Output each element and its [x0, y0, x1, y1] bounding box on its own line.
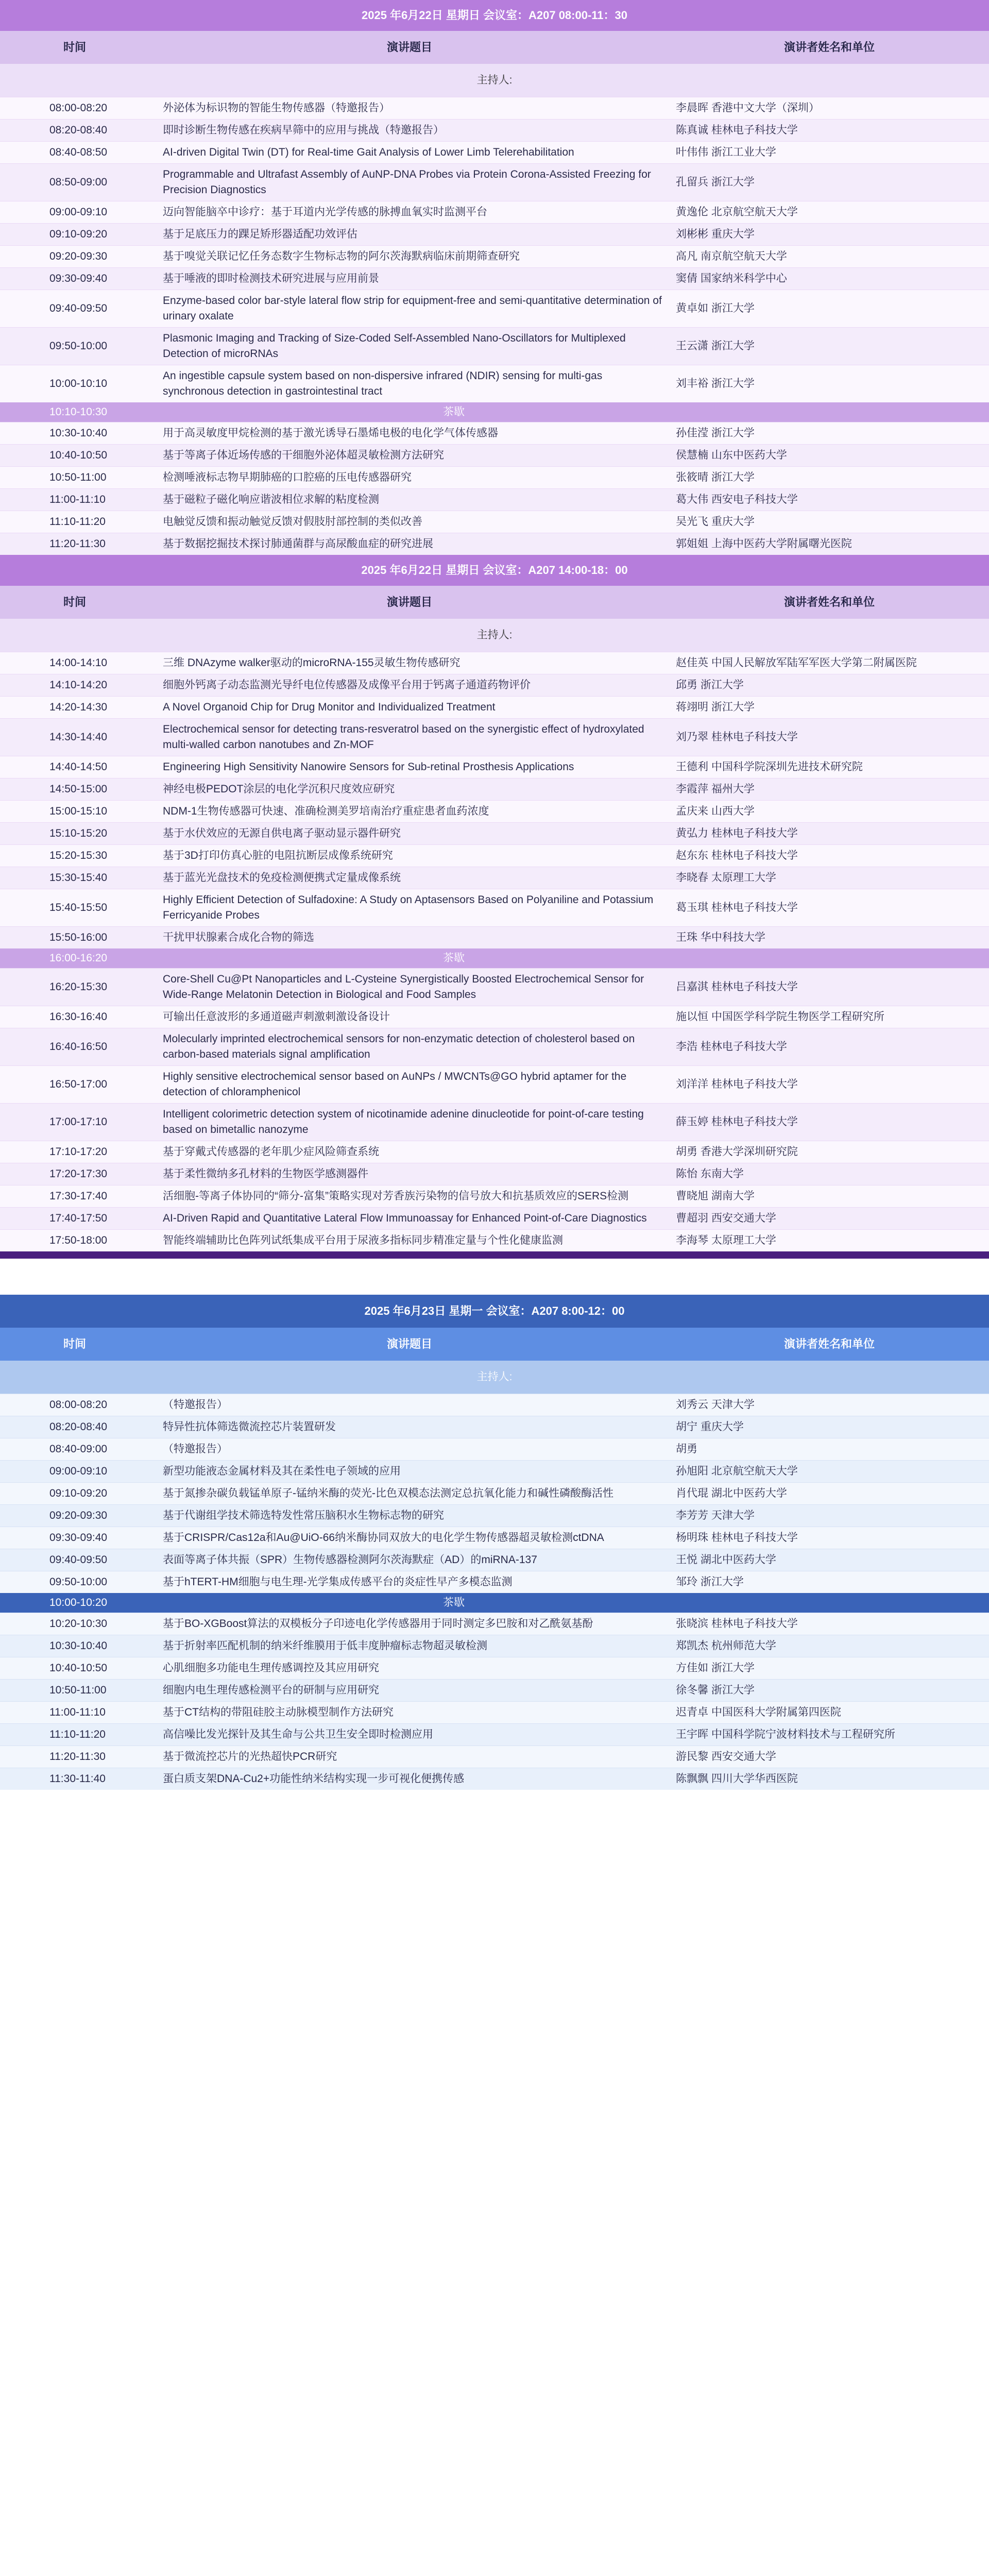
speaker-cell: 薛玉婷 桂林电子科技大学: [670, 1104, 989, 1141]
session-banner: 2025 年6月23日 星期一 会议室：A207 8:00-12：00: [0, 1295, 989, 1328]
title-cell: 基于水伏效应的无源自供电离子驱动显示器件研究: [149, 823, 670, 845]
schedule-row: [0, 511, 989, 533]
schedule-row: [0, 969, 989, 1006]
time-cell: 16:30-16:40: [0, 1006, 149, 1028]
schedule-row: [0, 1702, 989, 1724]
schedule-row: [0, 445, 989, 467]
speaker-cell: 张晓滨 桂林电子科技大学: [670, 1613, 989, 1635]
schedule-row: [0, 1680, 989, 1702]
speaker-cell: 胡勇 香港大学深圳研究院: [670, 1141, 989, 1163]
schedule-row: [0, 927, 989, 949]
speaker-cell: 李浩 桂林电子科技大学: [670, 1028, 989, 1066]
schedule-row: [0, 1416, 989, 1438]
time-cell: 11:20-11:30: [0, 533, 149, 555]
time-cell: 15:10-15:20: [0, 823, 149, 845]
time-cell: 14:50-15:00: [0, 778, 149, 801]
time-cell: 14:20-14:30: [0, 697, 149, 719]
time-cell: 10:40-10:50: [0, 445, 149, 467]
speaker-cell: 孙旭阳 北京航空航天大学: [670, 1461, 989, 1483]
title-cell: 用于高灵敏度甲烷检测的基于激光诱导石墨烯电极的电化学气体传感器: [149, 422, 670, 445]
time-cell: 09:10-09:20: [0, 1483, 149, 1505]
time-cell: 15:20-15:30: [0, 845, 149, 867]
speaker-cell: 蒋翊明 浙江大学: [670, 697, 989, 719]
speaker-cell: 游民黎 西安交通大学: [670, 1746, 989, 1768]
schedule-row: [0, 1208, 989, 1230]
title-cell: 表面等离子体共振（SPR）生物传感器检测阿尔茨海默症（AD）的miRNA-137: [149, 1549, 670, 1571]
schedule-row: [0, 1746, 989, 1768]
schedule-row: [0, 328, 989, 365]
schedule-row: [0, 1141, 989, 1163]
title-cell: 基于蓝光光盘技术的免疫检测便携式定量成像系统: [149, 867, 670, 889]
schedule-row: [0, 1230, 989, 1252]
title-cell: 基于磁粒子磁化响应谐波相位求解的粘度检测: [149, 489, 670, 511]
title-cell: NDM-1生物传感器可快速、准确检测美罗培南治疗重症患者血药浓度: [149, 801, 670, 823]
host-row: 主持人:: [0, 619, 989, 652]
title-cell: 基于BO-XGBoost算法的双模板分子印迹电化学传感器用于同时测定多巴胺和对乙酰氨基酚: [149, 1613, 670, 1635]
schedule-row: [0, 467, 989, 489]
time-cell: 16:50-17:00: [0, 1066, 149, 1104]
schedule-row: [0, 823, 989, 845]
speaker-cell: 葛玉琪 桂林电子科技大学: [670, 889, 989, 927]
title-cell: 基于足底压力的踝足矫形器适配功效评估: [149, 224, 670, 246]
schedule-row: [0, 889, 989, 927]
title-cell: 基于CRISPR/Cas12a和Au@UiO-66纳米酶协同双放大的电化学生物传感器超灵敏检测ctDNA: [149, 1527, 670, 1549]
title-cell: Programmable and Ultrafast Assembly of AuNP-DNA Probes via Protein Corona-Assisted Freezing for Precision Diagnostics: [149, 164, 670, 201]
time-cell: 10:30-10:40: [0, 422, 149, 445]
title-cell: 基于CT结构的带阻硅胶主动脉模型制作方法研究: [149, 1702, 670, 1724]
title-cell: 新型功能液态金属材料及其在柔性电子领域的应用: [149, 1461, 670, 1483]
speaker-cell: 刘丰裕 浙江大学: [670, 365, 989, 403]
speaker-cell: 胡勇: [670, 1438, 989, 1461]
speaker-cell: 郭姐姐 上海中医药大学附属曙光医院: [670, 533, 989, 555]
schedule-row: [0, 1438, 989, 1461]
title-cell: 基于代谢组学技术筛选特发性常压脑积水生物标志物的研究: [149, 1505, 670, 1527]
title-cell: 基于等离子体近场传感的干细胞外泌体超灵敏检测方法研究: [149, 445, 670, 467]
title-cell: 基于柔性微纳多孔材料的生物医学感测器件: [149, 1163, 670, 1185]
time-cell: 09:10-09:20: [0, 224, 149, 246]
title-cell: Electrochemical sensor for detecting trans-resveratrol based on the synergistic effect of hydroxylated multi-walled carbon nanotubes and Zn-MOF: [149, 719, 670, 756]
speaker-cell: 王悦 湖北中医药大学: [670, 1549, 989, 1571]
title-cell: 外泌体为标识物的智能生物传感器（特邀报告）: [149, 97, 670, 120]
speaker-cell: 刘乃翠 桂林电子科技大学: [670, 719, 989, 756]
time-cell: 10:50-11:00: [0, 467, 149, 489]
schedule-row: [0, 1768, 989, 1790]
schedule-row: [0, 1483, 989, 1505]
time-cell: 15:30-15:40: [0, 867, 149, 889]
time-cell: 15:00-15:10: [0, 801, 149, 823]
time-cell: 08:50-09:00: [0, 164, 149, 201]
schedule-row: [0, 268, 989, 290]
schedule-row: [0, 489, 989, 511]
title-cell: 细胞内电生理传感检测平台的研制与应用研究: [149, 1680, 670, 1702]
schedule-row: [0, 1163, 989, 1185]
schedule-row: [0, 224, 989, 246]
title-cell: 基于嗅觉关联记忆任务态数字生物标志物的阿尔茨海默病临床前期筛查研究: [149, 246, 670, 268]
title-cell: 基于折射率匹配机制的纳米纤维膜用于低丰度肿瘤标志物超灵敏检测: [149, 1635, 670, 1657]
speaker-cell: 陈怡 东南大学: [670, 1163, 989, 1185]
title-cell: 基于氮掺杂碳负载锰单原子-锰纳米酶的荧光-比色双模态法测定总抗氧化能力和碱性磷酸酶活性: [149, 1483, 670, 1505]
time-cell: 11:20-11:30: [0, 1746, 149, 1768]
host-row: 主持人:: [0, 1361, 989, 1394]
title-cell: 基于微流控芯片的光热超快PCR研究: [149, 1746, 670, 1768]
speaker-cell: 王珠 华中科技大学: [670, 927, 989, 949]
speaker-cell: 刘秀云 天津大学: [670, 1394, 989, 1416]
schedule-row: [0, 1028, 989, 1066]
title-cell: （特邀报告）: [149, 1394, 670, 1416]
schedule-row: [0, 756, 989, 778]
time-cell: 09:20-09:30: [0, 246, 149, 268]
column-header-title: 演讲题目: [149, 31, 670, 64]
schedule-row: [0, 652, 989, 674]
time-cell: 17:50-18:00: [0, 1230, 149, 1252]
schedule-row: [0, 1657, 989, 1680]
column-header-time: 时间: [0, 31, 149, 64]
host-row: 主持人:: [0, 64, 989, 97]
speaker-cell: 王宇晖 中国科学院宁波材料技术与工程研究所: [670, 1724, 989, 1746]
title-cell: Enzyme-based color bar-style lateral flow strip for equipment-free and semi-quantitative determination of urinary oxalate: [149, 290, 670, 328]
speaker-cell: 李晓春 太原理工大学: [670, 867, 989, 889]
schedule-row: [0, 1394, 989, 1416]
title-cell: 高信噪比发光探针及其生命与公共卫生安全即时检测应用: [149, 1724, 670, 1746]
column-header-speaker: 演讲者姓名和单位: [670, 1328, 989, 1361]
title-cell: Plasmonic Imaging and Tracking of Size-Coded Self-Assembled Nano-Oscillators for Multiplexed Detection of microRNAs: [149, 328, 670, 365]
speaker-cell: 赵东东 桂林电子科技大学: [670, 845, 989, 867]
section-gap: [0, 1259, 989, 1295]
speaker-cell: 李霞萍 福州大学: [670, 778, 989, 801]
schedule-row: [0, 290, 989, 328]
schedule-row: [0, 1527, 989, 1549]
speaker-cell: 李海琴 太原理工大学: [670, 1230, 989, 1252]
time-cell: 09:30-09:40: [0, 1527, 149, 1549]
time-cell: 15:50-16:00: [0, 927, 149, 949]
speaker-cell: 李芳芳 天津大学: [670, 1505, 989, 1527]
session-banner: 2025 年6月22日 星期日 会议室：A207 14:00-18：00: [0, 555, 989, 586]
schedule-row: [0, 778, 989, 801]
speaker-cell: 孙佳滢 浙江大学: [670, 422, 989, 445]
schedule-row: [0, 1104, 989, 1141]
speaker-cell: 曹超羽 西安交通大学: [670, 1208, 989, 1230]
title-cell: Highly sensitive electrochemical sensor based on AuNPs / MWCNTs@GO hybrid aptamer for the detection of chloramphenicol: [149, 1066, 670, 1104]
title-cell: 心肌细胞多功能电生理传感调控及其应用研究: [149, 1657, 670, 1680]
title-cell: 细胞外钙离子动态监测光导纤电位传感器及成像平台用于钙离子通道药物评价: [149, 674, 670, 697]
break-time: 10:10-10:30: [49, 406, 108, 418]
speaker-cell: 杨明珠 桂林电子科技大学: [670, 1527, 989, 1549]
title-cell: 神经电极PEDOT涂层的电化学沉积尺度效应研究: [149, 778, 670, 801]
time-cell: 08:00-08:20: [0, 1394, 149, 1416]
title-cell: （特邀报告）: [149, 1438, 670, 1461]
title-cell: Intelligent colorimetric detection system of nicotinamide adenine dinucleotide for point-of-care testing based on bimetallic nanozyme: [149, 1104, 670, 1141]
break-time: 16:00-16:20: [49, 952, 108, 964]
speaker-cell: 邹玲 浙江大学: [670, 1571, 989, 1594]
time-cell: 10:40-10:50: [0, 1657, 149, 1680]
title-cell: 即时诊断生物传感在疾病早筛中的应用与挑战（特邀报告）: [149, 120, 670, 142]
break-row: [0, 1593, 989, 1613]
title-cell: 三维 DNAzyme walker驱动的microRNA-155灵敏生物传感研究: [149, 652, 670, 674]
schedule-row: [0, 201, 989, 224]
speaker-cell: 黄弘力 桂林电子科技大学: [670, 823, 989, 845]
speaker-cell: 吴光飞 重庆大学: [670, 511, 989, 533]
schedule-row: [0, 1724, 989, 1746]
time-cell: 17:20-17:30: [0, 1163, 149, 1185]
time-cell: 14:40-14:50: [0, 756, 149, 778]
schedule-row: [0, 1461, 989, 1483]
time-cell: 14:10-14:20: [0, 674, 149, 697]
title-cell: 基于穿戴式传感器的老年肌少症风险筛查系统: [149, 1141, 670, 1163]
time-cell: 15:40-15:50: [0, 889, 149, 927]
title-cell: A Novel Organoid Chip for Drug Monitor and Individualized Treatment: [149, 697, 670, 719]
time-cell: 08:40-08:50: [0, 142, 149, 164]
schedule-row: [0, 422, 989, 445]
break-label: 茶歇: [443, 406, 465, 418]
schedule-row: [0, 1549, 989, 1571]
time-cell: 08:40-09:00: [0, 1438, 149, 1461]
speaker-cell: 迟青卓 中国医科大学附属第四医院: [670, 1702, 989, 1724]
schedule-row: [0, 365, 989, 403]
schedule-row: [0, 120, 989, 142]
speaker-cell: 肖代琨 湖北中医药大学: [670, 1483, 989, 1505]
time-cell: 10:50-11:00: [0, 1680, 149, 1702]
title-cell: 蛋白质支架DNA-Cu2+功能性纳米结构实现一步可视化便携传感: [149, 1768, 670, 1790]
schedule-row: [0, 142, 989, 164]
speaker-cell: 王德利 中国科学院深圳先进技术研究院: [670, 756, 989, 778]
schedule-row: [0, 97, 989, 120]
speaker-cell: 曹晓旭 湖南大学: [670, 1185, 989, 1208]
schedule-row: [0, 845, 989, 867]
title-cell: AI-Driven Rapid and Quantitative Lateral Flow Immunoassay for Enhanced Point-of-Care Diagnostics: [149, 1208, 670, 1230]
time-cell: 09:00-09:10: [0, 201, 149, 224]
column-header-title: 演讲题目: [149, 586, 670, 619]
time-cell: 10:30-10:40: [0, 1635, 149, 1657]
title-cell: An ingestible capsule system based on non-dispersive infrared (NDIR) sensing for multi-gas synchronous detection in gastrointestinal tract: [149, 365, 670, 403]
schedule-row: [0, 1613, 989, 1635]
title-cell: 可输出任意波形的多通道磁声刺激刺激设备设计: [149, 1006, 670, 1028]
title-cell: 基于hTERT-HM细胞与电生理-光学集成传感平台的炎症性早产多模态监测: [149, 1571, 670, 1594]
speaker-cell: 刘彬彬 重庆大学: [670, 224, 989, 246]
speaker-cell: 叶伟伟 浙江工业大学: [670, 142, 989, 164]
schedule-row: [0, 867, 989, 889]
session-banner: 2025 年6月22日 星期日 会议室：A207 08:00-11：30: [0, 0, 989, 31]
time-cell: 09:00-09:10: [0, 1461, 149, 1483]
schedule-row: [0, 801, 989, 823]
title-cell: 检测唾液标志物早期肺癌的口腔癌的压电传感器研究: [149, 467, 670, 489]
time-cell: 11:10-11:20: [0, 1724, 149, 1746]
title-cell: Engineering High Sensitivity Nanowire Sensors for Sub-retinal Prosthesis Applications: [149, 756, 670, 778]
time-cell: 09:40-09:50: [0, 1549, 149, 1571]
session-table-2: [0, 555, 989, 1251]
schedule-row: [0, 1006, 989, 1028]
schedule-row: [0, 533, 989, 555]
schedule-row: [0, 697, 989, 719]
column-header-title: 演讲题目: [149, 1328, 670, 1361]
time-cell: 11:00-11:10: [0, 489, 149, 511]
time-cell: 11:00-11:10: [0, 1702, 149, 1724]
speaker-cell: 黄逸伦 北京航空航天大学: [670, 201, 989, 224]
speaker-cell: 张筱晴 浙江大学: [670, 467, 989, 489]
time-cell: 16:20-15:30: [0, 969, 149, 1006]
column-header-time: 时间: [0, 1328, 149, 1361]
time-cell: 08:20-08:40: [0, 120, 149, 142]
title-cell: 智能终端辅助比色阵列试纸集成平台用于尿液多指标同步精准定量与个性化健康监测: [149, 1230, 670, 1252]
title-cell: 基于3D打印仿真心脏的电阻抗断层成像系统研究: [149, 845, 670, 867]
time-cell: 17:30-17:40: [0, 1185, 149, 1208]
time-cell: 14:30-14:40: [0, 719, 149, 756]
time-cell: 11:30-11:40: [0, 1768, 149, 1790]
break-row: [0, 402, 989, 422]
title-cell: 基于数据挖掘技术探讨肺通菌群与高尿酸血症的研究进展: [149, 533, 670, 555]
section-divider: [0, 1251, 989, 1259]
speaker-cell: 施以恒 中国医学科学院生物医学工程研究所: [670, 1006, 989, 1028]
title-cell: 活细胞-等离子体协同的“筛分-富集”策略实现对芳香族污染物的信号放大和抗基质效应的SERS检测: [149, 1185, 670, 1208]
title-cell: 特异性抗体筛选微流控芯片装置研发: [149, 1416, 670, 1438]
title-cell: Molecularly imprinted electrochemical sensors for non-enzymatic detection of cholesterol based on carbon-based materials signal amplification: [149, 1028, 670, 1066]
speaker-cell: 吕嘉淇 桂林电子科技大学: [670, 969, 989, 1006]
break-row: [0, 948, 989, 969]
speaker-cell: 邱勇 浙江大学: [670, 674, 989, 697]
schedule-row: [0, 1635, 989, 1657]
title-cell: 电触觉反馈和振动触觉反馈对假肢肘部控制的类似改善: [149, 511, 670, 533]
schedule-row: [0, 1571, 989, 1594]
column-header-speaker: 演讲者姓名和单位: [670, 586, 989, 619]
break-label: 茶歇: [443, 952, 465, 964]
schedule-row: [0, 1505, 989, 1527]
time-cell: 17:00-17:10: [0, 1104, 149, 1141]
title-cell: 迈向智能脑卒中诊疗：基于耳道内光学传感的脉搏血氧实时监测平台: [149, 201, 670, 224]
session-table-1: [0, 0, 989, 555]
time-cell: 08:20-08:40: [0, 1416, 149, 1438]
speaker-cell: 徐冬馨 浙江大学: [670, 1680, 989, 1702]
speaker-cell: 窦倩 国家纳米科学中心: [670, 268, 989, 290]
speaker-cell: 侯慧楠 山东中医药大学: [670, 445, 989, 467]
time-cell: 14:00-14:10: [0, 652, 149, 674]
time-cell: 10:00-10:10: [0, 365, 149, 403]
time-cell: 11:10-11:20: [0, 511, 149, 533]
time-cell: 10:20-10:30: [0, 1613, 149, 1635]
schedule-row: [0, 1066, 989, 1104]
speaker-cell: 方佳如 浙江大学: [670, 1657, 989, 1680]
column-header-time: 时间: [0, 586, 149, 619]
speaker-cell: 葛大伟 西安电子科技大学: [670, 489, 989, 511]
time-cell: 17:10-17:20: [0, 1141, 149, 1163]
title-cell: AI-driven Digital Twin (DT) for Real-time Gait Analysis of Lower Limb Telerehabilitation: [149, 142, 670, 164]
schedule-row: [0, 674, 989, 697]
time-cell: 09:50-10:00: [0, 1571, 149, 1594]
session-table-3: [0, 1295, 989, 1790]
speaker-cell: 孟庆来 山西大学: [670, 801, 989, 823]
title-cell: Highly Efficient Detection of Sulfadoxine: A Study on Aptasensors Based on Polyaniline and Potassium Ferricyanide Probes: [149, 889, 670, 927]
speaker-cell: 陈真诚 桂林电子科技大学: [670, 120, 989, 142]
speaker-cell: 高凡 南京航空航天大学: [670, 246, 989, 268]
title-cell: 干扰甲状腺素合成化合物的筛选: [149, 927, 670, 949]
time-cell: 09:30-09:40: [0, 268, 149, 290]
speaker-cell: 刘洋洋 桂林电子科技大学: [670, 1066, 989, 1104]
speaker-cell: 陈飘飘 四川大学华西医院: [670, 1768, 989, 1790]
schedule-row: [0, 719, 989, 756]
speaker-cell: 黄卓如 浙江大学: [670, 290, 989, 328]
break-label: 茶歇: [443, 1597, 465, 1608]
time-cell: 09:20-09:30: [0, 1505, 149, 1527]
speaker-cell: 胡宁 重庆大学: [670, 1416, 989, 1438]
title-cell: 基于唾液的即时检测技术研究进展与应用前景: [149, 268, 670, 290]
speaker-cell: 赵佳英 中国人民解放军陆军军医大学第二附属医院: [670, 652, 989, 674]
schedule-row: [0, 246, 989, 268]
column-header-speaker: 演讲者姓名和单位: [670, 31, 989, 64]
speaker-cell: 王云潇 浙江大学: [670, 328, 989, 365]
speaker-cell: 孔留兵 浙江大学: [670, 164, 989, 201]
time-cell: 08:00-08:20: [0, 97, 149, 120]
time-cell: 16:40-16:50: [0, 1028, 149, 1066]
time-cell: 09:50-10:00: [0, 328, 149, 365]
time-cell: 17:40-17:50: [0, 1208, 149, 1230]
break-time: 10:00-10:20: [49, 1597, 108, 1608]
title-cell: Core-Shell Cu@Pt Nanoparticles and L-Cysteine Synergistically Boosted Electrochemical Sensor for Wide-Range Melatonin Detection in Biological and Food Samples: [149, 969, 670, 1006]
schedule-row: [0, 1185, 989, 1208]
schedule-row: [0, 164, 989, 201]
speaker-cell: 李晨晖 香港中文大学（深圳）: [670, 97, 989, 120]
time-cell: 09:40-09:50: [0, 290, 149, 328]
speaker-cell: 郑凯杰 杭州师范大学: [670, 1635, 989, 1657]
